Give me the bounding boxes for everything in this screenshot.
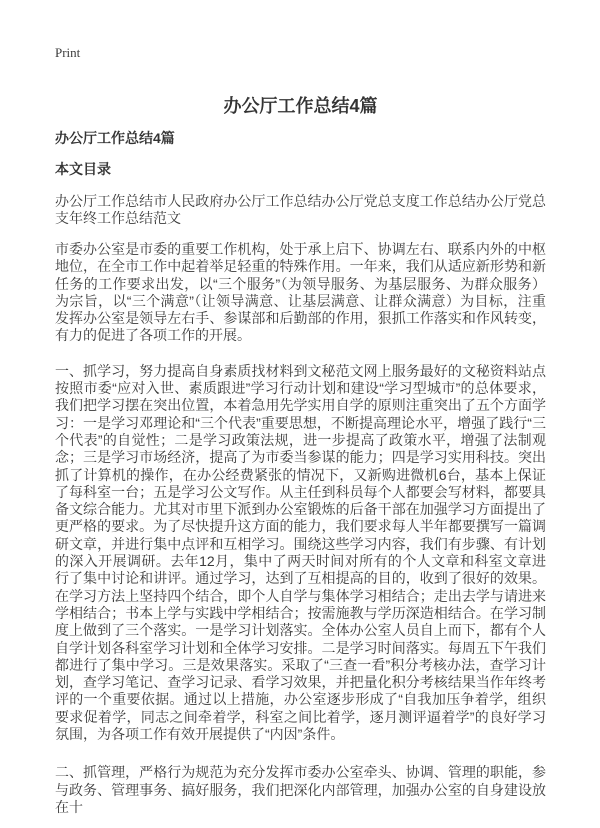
page-title: 办公厅工作总结4篇 (223, 96, 378, 116)
article-heading: 办公厅工作总结4篇 (55, 130, 175, 146)
toc-line: 办公厅工作总结市人民政府办公厅工作总结办公厅党总支度工作总结办公厅党总支年终工作总结范文 (55, 193, 546, 226)
toc-heading: 本文目录 (55, 161, 111, 177)
body-paragraph-intro: 市委办公室是市委的重要工作机构，处于承上启下、协调左右、联系内外的中枢地位，在全市工作中起着举足轻重的特殊作用。一年来，我们从适应新形势和新任务的工作要求出发，以“三个服务”（为领导服务、为基层服务、为群众服务）为宗旨，以“三个满意”（让领导满意、让基层满意、让群众满意）为目标，注重发挥办公室是领导左右手、参谋部和后勤部的作用，狠抓工作落实和作风转变，有力的促进了各项工作的开展。 (55, 241, 546, 344)
body-paragraph-section-2: 二、抓管理，严格行为规范为充分发挥市委办公室牵头、协调、管理的职能，参与政务、管理事务、搞好服务，我们把深化内部管理，加强办公室的自身建设放在十 (55, 764, 546, 815)
body-paragraph-section-1: 一、抓学习，努力提高自身素质找材料到文秘范文网上服务最好的文秘资料站点按照市委“应对入世、素质跟进”学习行动计划和建设“学习型城市”的总体要求，我们把学习摆在突出位置，本着急用先学实用自学的原则注重突出了五个方面学习：一是学习邓理论和“三个代表”重要思想，不断提高理论水平，增强了践行“三个代表”的自觉性；二是学习政策法规，进一步提高了政策水平，增强了法制观念；三是学习市场经济，提高了为市委当参谋的能力；四是学习实用科技。突出抓了计算机的操作，在办公经费紧张的情况下，又新购进微机6台，基本上保证了每科室一台；五是学习公文写作。从主任到科员每个人都要会写材料，都要具备文综合能力。尤其对市里下派到办公室锻炼的后备干部在加强学习方面提出了更严格的要求。为了尽快提升这方面的能力，我们要求每人半年都要撰写一篇调研文章，并进行集中点评和互相学习。围绕这些学习内容，我们有步骤、有计划的深入开展调研。去年12月，集中了两天时间对所有的个人文章和科室文章进行了集中讨论和讲评。通过学习，达到了互相提高的目的，收到了很好的效果。在学习方法上坚持四个结合，即个人自学与集体学习相结合；走出去学与请进来学相结合；书本上学与实践中学相结合；按需施教与学历深造相结合。在学习制度上做到了三个落实。一是学习计划落实。全体办公室人员自上而下，都有个人自学计划各科室学习计划和全体学习安排。二是学习时间落实。每周五下午我们都进行了集中学习。三是效果落实。采取了“三查一看”积分考核办法，查学习计划，查学习笔记、查学习记录、看学习效果，并把量化积分考核结果当作年终考评的一个重要依据。通过以上措施，办公室逐步形成了“自我加压争着学，组织要求促着学，同志之间牵着学，科室之间比着学，逐月测评逼着学”的良好学习氛围，为各项工作有效开展提供了“内因”条件。 (55, 362, 546, 743)
print-button[interactable]: Print (55, 45, 81, 60)
